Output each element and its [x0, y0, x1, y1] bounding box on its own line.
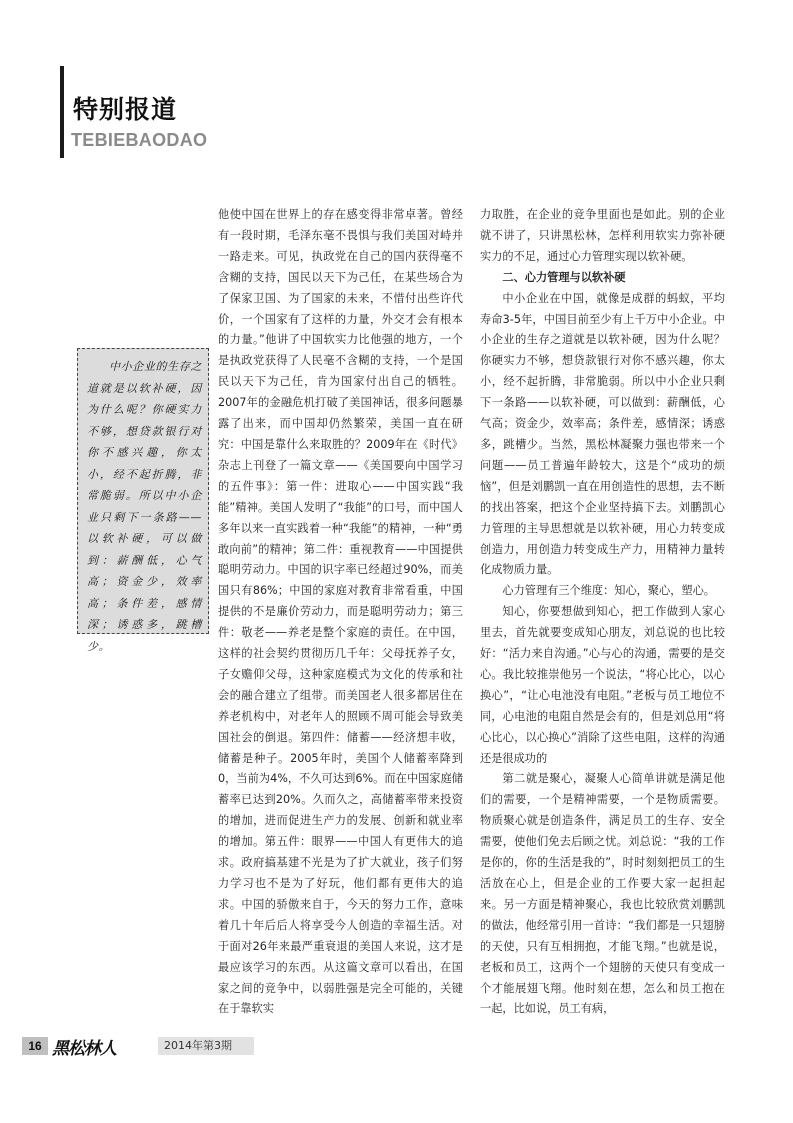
article-paragraph: 第二就是聚心，凝聚人心简单讲就是满足他们的需要，一个是精神需要，一个是物质需要。物质聚心就是创造条件，满足员工的生存、安全需要，使他们免去后顾之忧。刘总说：“我的工作是你的，你的生活是我的”，时时刻刻把员工的生活放在心上，但是企业的工作要大家一起担起来。另一方面是精神聚心，我也比较欣赏刘鹏凯的做法，他经常引用一首诗：“我们都是一只翅膀的天使，只有互相拥抱，才能飞翔。”也就是说，老板和员工，这两个一个翅膀的天使只有变成一个才能展翅飞翔。他时刻在想，怎么和员工抱在一起，比如说，员工有病，	[480, 772, 725, 1016]
pull-quote-box	[77, 348, 209, 653]
article-paragraph: 中小企业在中国，就像是成群的蚂蚁，平均寿命3-5年，中国目前至少有上千万中小企业。中小企业的生存之道就是以软补硬，因为什么呢？你硬实力不够，想贷款银行对你不感兴趣，你太小，经不起折腾，非常脆弱。所以中小企业只剩下一条路——以软补硬，可以做到：薪酬低，心气高；资金少，效率高；条件差，感情深；诱惑多，跳槽少。当然，黑松林凝聚力强也带来一个问题——员工普遍年龄较大，这是个“成功的烦恼”，但是刘鹏凯一直在用创造性的思想，去不断的找出答案，把这个企业坚持搞下去。刘鹏凯心力管理的主导思想就是以软补硬，用心力转变成创造力，用创造力转变成生产力，用精神力量转化成物质力量。	[480, 291, 725, 577]
article-column-middle	[218, 205, 463, 1020]
article-paragraph: 知心，你要想做到知心，把工作做到人家心里去，首先就要变成知心朋友，刘总说的也比较好：“活力来自沟通。”心与心的沟通，需要的是交心。我比较推崇他另一个说法，“将心比心，以心换心”，“让心电池没有电阻。”老板与员工地位不同，心电池的电阻自然是会有的，但是刘总用“将心比心，以心换心”消除了这些电阻，这样的沟通还是很成功的	[480, 605, 725, 765]
page-footer	[22, 1037, 242, 1059]
section-heading: 二、心力管理与以软补硬	[502, 270, 626, 284]
article-column-right	[480, 205, 725, 1020]
section-title: 特别报道	[73, 95, 178, 124]
article-paragraph: 他使中国在世界上的存在感变得非常卓著。曾经有一段时期，毛泽东毫不畏惧与我们美国对峙并一路走来。可见，执政党在自己的国内获得毫不含糊的支持，国民以天下为己任，在某些场合为了保家卫国、为了国家的未来，不惜付出些许代价，一个国家有了这样的力量，外交才会有根本的力量。”他讲了中国软实力比他强的地方，一个是执政党获得了人民毫不含糊的支持，一个是国民以天下为己任，肯为国家付出自己的牺牲。2007年的金融危机打破了美国神话，很多问题暴露了出来，而中国却仍然繁荣，美国一直在研究：中国是靠什么来取胜的？2009年在《时代》杂志上刊登了一篇文章——《美国要向中国学习的五件事》：第一件：进取心——中国实践“我能”精神。美国人发明了“我能”的口号，而中国人多年以来一直实践着一种“我能”的精神，一种“勇敢向前”的精神；第二件：重视教育——中国提供聪明劳动力。中国的识字率已经超过90%，而美国只有86%；中国的家庭对教育非常看重，中国提供的不是廉价劳动力，而是聪明劳动力；第三件：敬老——养老是整个家庭的责任。在中国，这样的社会契约贯彻历几千年：父母抚养子女，子女赡仰父母，这种家庭模式为文化的传承和社会的融合建立了组带。而美国老人很多都居住在养老机构中，对老年人的照顾不周可能会导致美国社会的倒退。第四件：储蓄——经济想丰收，储蓄是种子。2005年时，美国个人储蓄率降到0，当前为4%，不久可达到6%。而在中国家庭储蓄率已达到20%。久而久之，高储蓄率带来投资的增加，进而促进生产力的发展、创新和就业率的增加。第五件：眼界——中国人有更伟大的追求。政府搞基建不光是为了扩大就业，孩子们努力学习也不是为了好玩，他们都有更伟大的追求。中国的骄傲来自于，今天的努力工作，意味着几十年后后人将享受今人创造的幸福生活。对于面对26年来最严重衰退的美国人来说，这才是最应该学习的东西。从这篇文章可以看出，在国家之间的竞争中，以弱胜强是完全可能的，关键在于靠软实	[218, 208, 463, 1016]
section-subtitle: TEBIEBAODAO	[71, 130, 208, 150]
issue-label: 2014年第3期	[158, 1037, 254, 1055]
article-paragraph: 心力管理有三个维度：知心，聚心，塑心。	[502, 584, 715, 598]
header-accent-bar	[60, 66, 64, 158]
pull-quote-text: 中小企业的生存之道就是以软补硬，因为什么呢？你硬实力不够，想贷款银行对你不感兴趣，你太小，经不起折腾，非常脆弱。所以中小企业只剩下一条路——以软补硬，可以做到：薪酬低，心气高；资金少，效率高；条件差，感情深；诱惑多，跳槽少。	[87, 360, 202, 653]
article-paragraph: 力取胜，在企业的竞争里面也是如此。别的企业就不讲了，只讲黑松林，怎样利用软实力弥补硬实力的不足，通过心力管理实现以软补硬。	[480, 208, 725, 263]
page-number: 16	[22, 1037, 48, 1055]
magazine-logo: 黑松林人	[52, 1039, 116, 1059]
